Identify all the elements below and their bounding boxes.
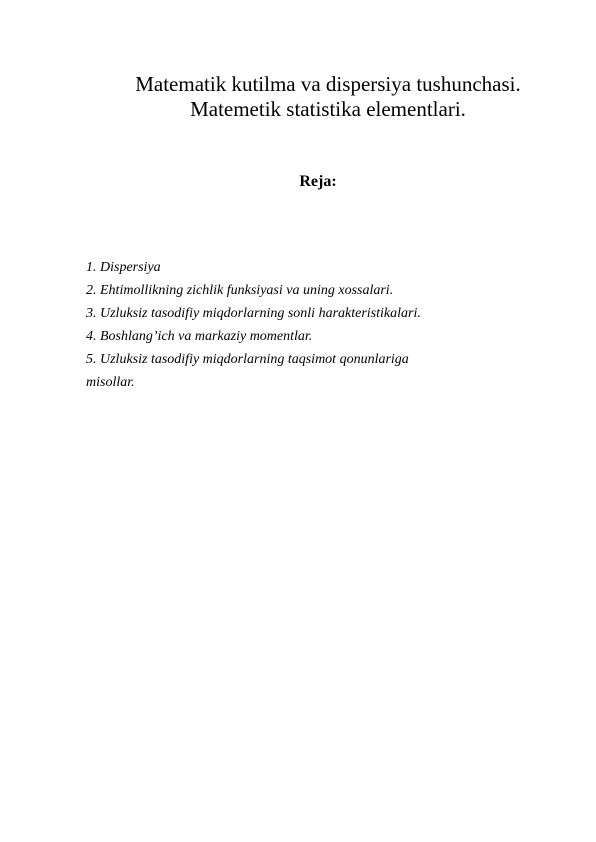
plan-item: 1. Dispersiya bbox=[86, 260, 161, 275]
document-title bbox=[60, 72, 596, 122]
plan-item: misollar. bbox=[86, 375, 135, 390]
plan-item: 2. Ehtimollikning zichlik funksiyasi va uning xossalari. bbox=[86, 283, 394, 298]
title-line-1: Matematik kutilma va dispersiya tushunchasi. bbox=[135, 72, 521, 96]
plan-item: 5. Uzluksiz tasodifiy miqdorlarning taqsimot qonunlariga bbox=[86, 352, 409, 367]
title-line-2: Matemetik statistika elementlari. bbox=[190, 97, 466, 121]
plan-item: 3. Uzluksiz tasodifiy miqdorlarning sonli harakteristikalari. bbox=[86, 306, 421, 321]
plan-heading: Reja: bbox=[299, 173, 337, 190]
plan-item: 4. Boshlang’ich va markaziy momentlar. bbox=[86, 329, 313, 344]
plan-list bbox=[86, 256, 526, 394]
